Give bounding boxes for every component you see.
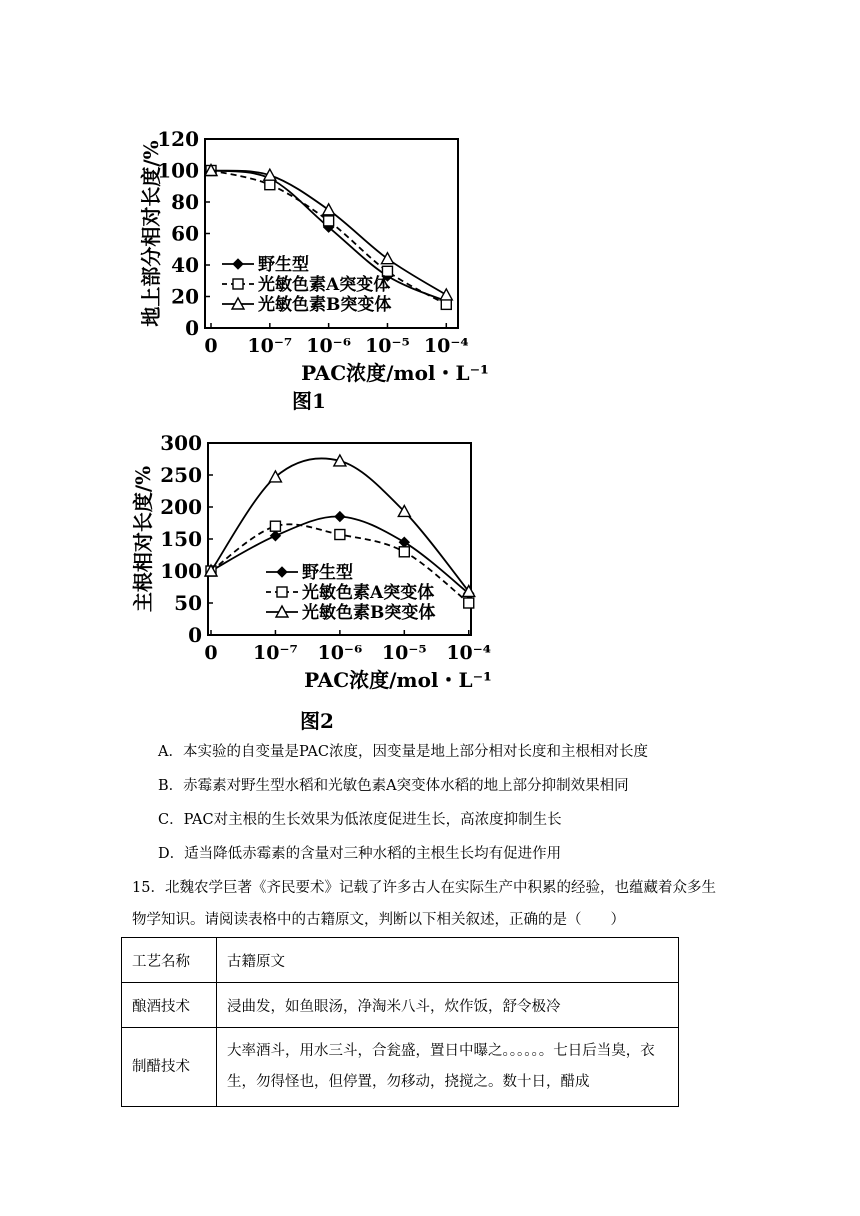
- data-point: [464, 598, 474, 608]
- y-tick-label: 150: [160, 527, 202, 551]
- y-axis-label: 地上部分相对长度/%: [139, 140, 163, 327]
- legend-label: 光敏色素B突变体: [258, 295, 392, 315]
- y-tick-label: 100: [160, 559, 202, 583]
- x-tick-label: 10⁻⁵: [381, 642, 427, 664]
- y-tick-label: 0: [188, 623, 202, 647]
- option-d: D．适当降低赤霉素的含量对三种水稻的主根生长均有促进作用: [158, 846, 562, 862]
- figure-1-caption: 图1: [292, 389, 326, 413]
- y-tick-label: 250: [160, 463, 202, 487]
- data-point: [399, 537, 409, 547]
- option-b: B．赤霉素对野生型水稻和光敏色素A突变体水稻的地上部分抑制效果相同: [158, 778, 629, 794]
- y-tick-label: 40: [171, 253, 199, 277]
- data-point: [270, 521, 280, 531]
- x-tick-label: 10⁻⁴: [423, 335, 469, 357]
- x-tick-label: 10⁻⁶: [317, 642, 363, 664]
- data-point: [270, 531, 280, 541]
- data-point: [399, 547, 409, 557]
- question-line-1: 15．北魏农学巨著《齐民要术》记载了许多古人在实际生产中积累的经验，也蕴藏着众多生: [132, 880, 716, 896]
- y-tick-label: 300: [160, 431, 202, 455]
- table-header-cell: 工艺名称: [122, 938, 217, 983]
- y-tick-label: 120: [157, 127, 199, 151]
- legend-label: 光敏色素B突变体: [302, 603, 436, 623]
- x-tick-label: 10⁻⁷: [247, 335, 293, 357]
- y-tick-label: 200: [160, 495, 202, 519]
- y-tick-label: 50: [174, 591, 202, 615]
- x-tick-label: 10⁻⁴: [446, 642, 492, 664]
- table-row: [122, 1028, 679, 1107]
- x-tick-label: 10⁻⁵: [365, 335, 410, 357]
- option-c: C．PAC对主根的生长效果为低浓度促进生长，高浓度抑制生长: [158, 812, 562, 828]
- question-line-2: 物学知识。请阅读表格中的古籍原文，判断以下相关叙述，正确的是（ ）: [132, 912, 625, 928]
- x-axis-label: PAC浓度/mol・L⁻¹: [304, 668, 492, 692]
- x-tick-label: 0: [204, 642, 218, 664]
- data-point: [335, 530, 345, 540]
- x-tick-label: 10⁻⁶: [306, 335, 352, 357]
- table-cell: 制醋技术: [122, 1028, 217, 1107]
- x-tick-label: 0: [204, 335, 218, 357]
- legend-label: 野生型: [302, 563, 353, 583]
- y-axis-label: 主根相对长度/%: [131, 465, 155, 613]
- option-a: A．本实验的自变量是PAC浓度，因变量是地上部分相对长度和主根相对长度: [158, 744, 648, 760]
- figure-2-caption: 图2: [300, 709, 334, 733]
- y-tick-label: 100: [157, 158, 199, 183]
- legend-label: 野生型: [258, 255, 309, 275]
- legend-label: 光敏色素A突变体: [258, 275, 391, 295]
- ancient-text-table: [121, 937, 679, 1107]
- table-cell: 酿酒技术: [122, 983, 217, 1028]
- y-tick-label: 0: [185, 316, 199, 340]
- legend-marker: [277, 587, 287, 597]
- table-cell: 浸曲发，如鱼眼汤，净淘米八斗，炊作饭，舒令极冷: [217, 983, 679, 1028]
- x-axis-label: PAC浓度/mol・L⁻¹: [301, 361, 489, 385]
- data-point: [335, 512, 345, 522]
- y-tick-label: 20: [171, 284, 199, 309]
- x-tick-label: 10⁻⁷: [253, 642, 298, 664]
- legend-label: 光敏色素A突变体: [302, 583, 435, 603]
- y-tick-label: 60: [171, 221, 199, 246]
- question-15: [132, 872, 742, 936]
- y-tick-label: 80: [171, 190, 199, 214]
- legend-marker: [277, 567, 287, 577]
- table-cell: 大率酒斗，用水三斗，合瓮盛，置日中曝之。。。。。。七日后当臭，衣生，勿得怪也，但停置，勿移动，挠搅之。数十日，醋成: [217, 1028, 679, 1107]
- table-header-row: [122, 938, 679, 983]
- table-header-cell: 古籍原文: [217, 938, 679, 983]
- table-row: [122, 983, 679, 1028]
